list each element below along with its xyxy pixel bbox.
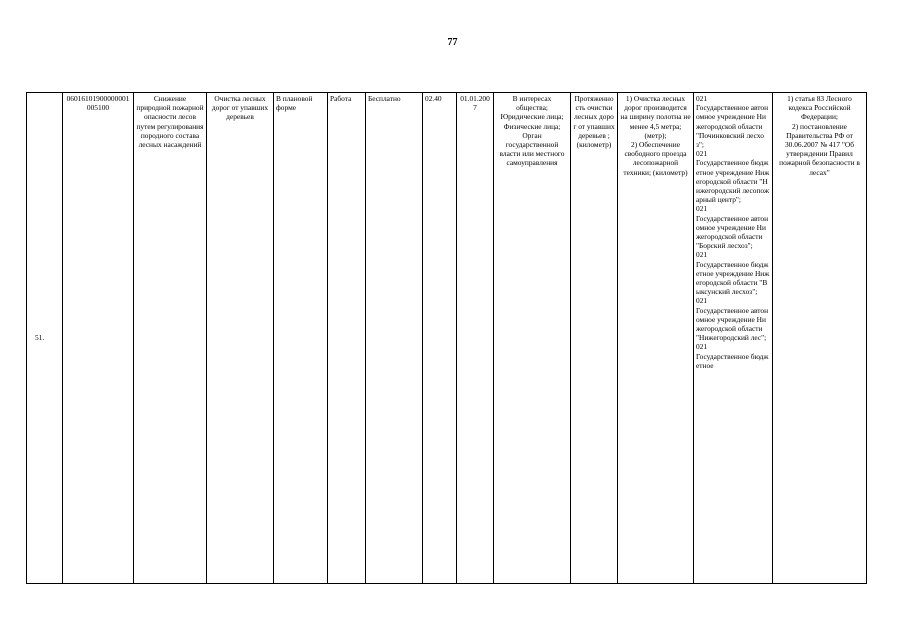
registry-table bbox=[26, 92, 867, 584]
row-number: 51. bbox=[27, 93, 63, 584]
table-row bbox=[27, 93, 867, 584]
legal-basis: 1) статья 83 Лесного кодекса Российской Федерации; 2) постановление Правительства РФ от 30.06.2007 № 417 "Об утверждении Правил пожарной безопасности в лесах" bbox=[773, 93, 867, 584]
work-content: Очистка лесных дорог от упавших деревьев bbox=[207, 93, 274, 584]
payment-type: Бесплатно bbox=[366, 93, 423, 584]
volume-indicator: Протяженность очистки лесных дорог от упавших деревьев ; (километр) bbox=[571, 93, 618, 584]
start-date: 01.01.2007 bbox=[457, 93, 494, 584]
quality-indicators: 1) Очистка лесных дорог производится на ширину полотна не менее 4,5 метра; (метр); 2) Обеспечение свободного проезда лесопожарной техники; (километр) bbox=[618, 93, 694, 584]
work-name: Снижение природной пожарной опасности лесов путем регулирования породного состава лесных насаждений bbox=[134, 93, 207, 584]
institutions-list: 021 Государственное автономное учреждение Нижегородской области "Починковский лесхоз"; 021 Государственное бюджетное учреждение Нижегородской области "Нижегородский лесопожарный центр"; 021 Государственное автономное учреждение Нижегородской области "Борский лесхоз"; 021 Государственное бюджетное учреждение Нижегородской области "Выксунский лесхоз"; 021 Государственное автономное учреждение Нижегородской области "Нижегородский лес"; 021 Государственное бюджетное bbox=[694, 93, 773, 584]
consumers: В интересах общества; Юридические лица; Физические лица; Орган государственной власти или местного самоуправления bbox=[494, 93, 571, 584]
okved-code: 02.40 bbox=[423, 93, 457, 584]
page-number: 77 bbox=[447, 37, 458, 48]
work-form: В плановой форме bbox=[274, 93, 328, 584]
work-type: Работа bbox=[328, 93, 366, 584]
registry-code: 06016101900000001005100 bbox=[63, 93, 134, 584]
